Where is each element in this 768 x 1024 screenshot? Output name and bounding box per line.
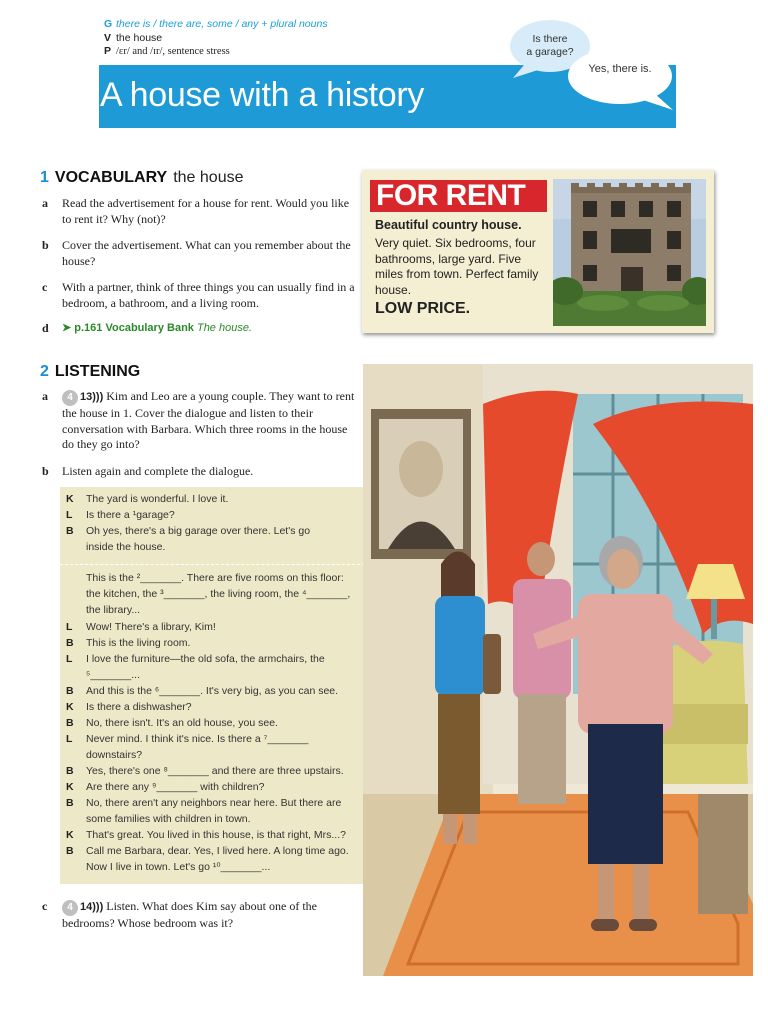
line-text: No, there aren't any neighbors near here. But there are some families with children in town.	[86, 797, 342, 825]
for-rent-ad	[362, 170, 714, 333]
speaker: B	[66, 685, 74, 697]
s2-item-a	[42, 389, 360, 453]
dialogue-line	[66, 843, 351, 875]
speaker: B	[66, 637, 74, 649]
ad-heading: FOR RENT	[370, 180, 547, 212]
question-line-2: a garage?	[526, 46, 574, 58]
speaker: L	[66, 653, 73, 665]
audio-track-number: 14	[80, 901, 93, 913]
dialogue-line	[66, 715, 366, 731]
speaker: B	[66, 717, 74, 729]
speaker: B	[66, 525, 74, 537]
question-line-1: Is there	[532, 33, 568, 45]
dialogue-line	[66, 699, 366, 715]
dialogue-line	[66, 635, 366, 651]
section1-subtitle: the house	[173, 169, 244, 186]
section1-title: VOCABULARY	[54, 169, 168, 186]
item-text: Listen again and complete the dialogue.	[62, 464, 254, 478]
line-text: Oh yes, there's a big garage over there. Let's go inside the house.	[86, 525, 311, 553]
speaker: B	[66, 797, 74, 809]
speaker: K	[66, 701, 74, 713]
audio-icon: )))	[92, 901, 104, 913]
grammar-key: G	[104, 18, 113, 30]
dialogue-line	[66, 731, 341, 763]
dialogue-line	[66, 779, 366, 795]
speaker: L	[66, 733, 73, 745]
audio-track-number: 13	[80, 391, 93, 403]
vocab-bank-ref: p.161 Vocabulary Bank	[74, 322, 194, 334]
s1-item-a	[42, 196, 357, 227]
section2-heading	[40, 363, 140, 381]
ad-subheading: Beautiful country house.	[375, 218, 522, 232]
vocab-objective	[104, 32, 328, 46]
answer-bubble: Yes, there is.	[588, 63, 652, 75]
item-text: With a partner, think of three things you can usually find in a bedroom, a bathroom, and a living room.	[62, 280, 355, 310]
vocab-key: V	[104, 31, 112, 44]
speaker: K	[66, 493, 74, 505]
vocab-bank-title: The house.	[196, 322, 253, 334]
speaker: L	[66, 509, 73, 521]
pron-text: /ɛr/ and /ɪr/, sentence stress	[116, 46, 230, 57]
section1-heading	[40, 169, 243, 187]
item-letter: a	[42, 389, 48, 403]
item-text: Listen. What does Kim say about one of the bedrooms? Whose bedroom was it?	[62, 899, 317, 930]
arrow-icon: ➤	[62, 322, 72, 334]
speaker: B	[66, 845, 74, 857]
audio-cd-badge[interactable]: 4	[62, 390, 78, 406]
item-text: Cover the advertisement. What can you remember about the house?	[62, 238, 351, 268]
line-text: Are there any ⁹_______ with children?	[86, 781, 265, 793]
house-photo	[553, 179, 706, 326]
item-letter: a	[42, 196, 48, 210]
dialogue-divider	[60, 564, 365, 565]
section2-title: LISTENING	[54, 363, 141, 380]
line-text: This is the living room.	[86, 637, 191, 649]
s1-item-c	[42, 280, 357, 311]
dialogue-line	[66, 651, 346, 683]
dialogue-line	[66, 763, 366, 779]
dialogue-line	[66, 491, 366, 507]
speaker: L	[66, 621, 73, 633]
dialogue-line	[66, 619, 366, 635]
ad-footer: LOW PRICE.	[375, 300, 471, 317]
line-text: Never mind. I think it's nice. Is there a ⁷_______ downstairs?	[86, 733, 309, 761]
audio-cd-badge[interactable]: 4	[62, 900, 78, 916]
page-title: A house with a history	[100, 76, 425, 114]
item-letter: c	[42, 899, 48, 913]
s2-item-c	[42, 899, 360, 932]
pron-key: P	[104, 45, 112, 57]
living-room-illustration	[363, 364, 753, 976]
item-letter: b	[42, 238, 49, 252]
dialogue-line	[66, 683, 366, 699]
grammar-text: there is / there are, some / any + plural nouns	[116, 18, 328, 30]
vocab-bank-link[interactable]	[62, 321, 357, 337]
grammar-objective	[104, 18, 328, 32]
line-text: I love the furniture—the old sofa, the armchairs, the ⁵_______...	[86, 653, 325, 681]
item-letter: b	[42, 464, 49, 478]
section1-number: 1	[40, 169, 49, 186]
ad-body: Very quiet. Six bedrooms, four bathrooms, large yard. Five miles from town. Perfect family house.	[375, 236, 539, 297]
s1-item-d	[42, 321, 357, 337]
item-text: Kim and Leo are a young couple. They want to rent the house in 1. Cover the dialogue and listen to their conversation with Barbara. Which three rooms in the house do they go into?	[62, 389, 355, 451]
item-letter: c	[42, 280, 48, 294]
audio-icon: )))	[92, 391, 104, 403]
dialogue-box	[60, 487, 365, 884]
speaker: B	[66, 765, 74, 777]
speaker: K	[66, 781, 74, 793]
dialogue-line	[66, 795, 366, 827]
pron-objective	[104, 45, 328, 59]
s2-item-b	[42, 464, 357, 480]
line-text: The yard is wonderful. I love it.	[86, 493, 229, 505]
dialogue-line	[66, 570, 356, 618]
dialogue-line	[66, 523, 336, 555]
lesson-objectives	[104, 18, 328, 59]
vocab-text: the house	[116, 31, 163, 44]
line-text: That's great. You lived in this house, is that right, Mrs...?	[86, 829, 346, 841]
line-text: Call me Barbara, dear. Yes, I lived here. A long time ago. Now I live in town. Let's go ¹⁰_______...	[86, 845, 349, 873]
section2-number: 2	[40, 363, 49, 380]
question-bubble	[515, 33, 585, 59]
line-text: Wow! There's a library, Kim!	[86, 621, 216, 633]
line-text: Is there a ¹garage?	[86, 509, 175, 521]
dialogue-line	[66, 507, 366, 523]
line-text: Is there a dishwasher?	[86, 701, 192, 713]
line-text: Yes, there's one ⁸_______ and there are three upstairs.	[86, 765, 344, 777]
item-letter: d	[42, 321, 49, 335]
dialogue-line	[66, 827, 366, 843]
line-text: This is the ²_______. There are five rooms on this floor: the kitchen, the ³_______, the living room, the ⁴_______, the library...	[86, 572, 351, 616]
s1-item-b	[42, 238, 357, 269]
line-text: No, there isn't. It's an old house, you see.	[86, 717, 278, 729]
item-text: Read the advertisement for a house for rent. Would you like to rent it? Why (not)?	[62, 196, 350, 226]
speaker: K	[66, 829, 74, 841]
line-text: And this is the ⁶_______. It's very big, as you can see.	[86, 685, 339, 697]
